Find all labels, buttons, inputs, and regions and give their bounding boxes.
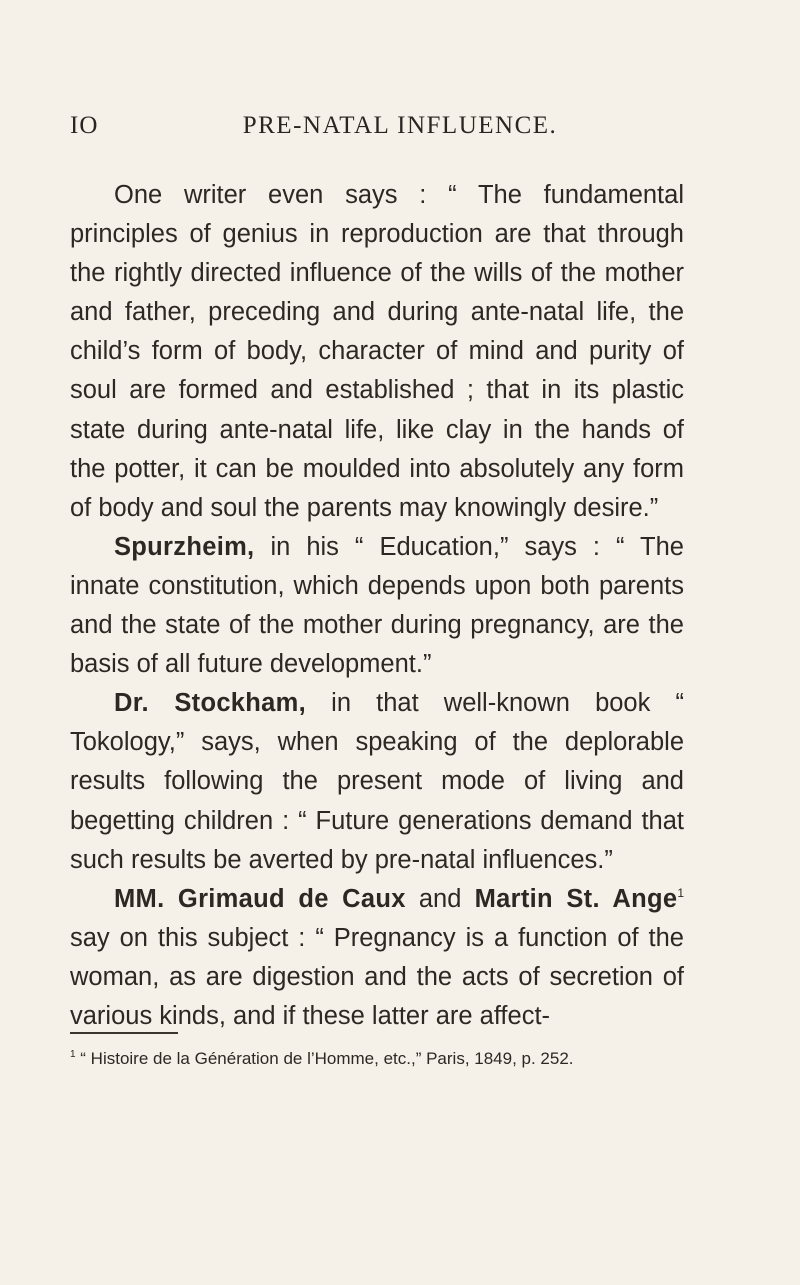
- paragraph-4: [70, 880, 684, 1036]
- author-spurzheim: Spurzheim,: [114, 532, 255, 561]
- footnote-rule: [70, 1032, 178, 1034]
- footnote: [70, 1048, 690, 1070]
- running-title: PRE-NATAL INFLUENCE.: [242, 112, 558, 139]
- paragraph-3-text: in that well-known book “ Tokology,” says, when speaking of the deplorable results following the present mode of living and begetting children : “ Future generations demand that such results be averted by pre-natal influences.”: [70, 689, 684, 874]
- footnote-marker: 1: [70, 1049, 76, 1060]
- footnote-text: “ Histoire de la Génération de l’Homme, etc.,” Paris, 1849, p. 252.: [75, 1049, 574, 1068]
- footnote-reference: 1: [677, 885, 684, 900]
- connector-and: and: [405, 884, 475, 913]
- paragraph-1: [70, 176, 684, 528]
- author-martin: Martin St. Ange: [474, 884, 678, 913]
- page-header: [70, 112, 690, 148]
- author-stockham: Dr. Stockham,: [114, 689, 307, 718]
- paragraph-3: [70, 684, 684, 879]
- paragraph-2-text: in his “ Education,” says : “ The innate constitution, which depends upon both parents and the state of the mother during pregnancy, are the basis of all future development.”: [70, 532, 684, 679]
- body-text: [70, 176, 684, 1036]
- page-number: IO: [70, 112, 99, 139]
- paragraph-1-text: One writer even says : “ The fundamental principles of genius in reproduction are that through the rightly directed influence of the wills of the mother and father, preceding and during ante-natal life, the child’s form of body, character of mind and purity of soul are formed and established ; that in its plastic state during ante-natal life, like clay in the hands of the potter, it can be moulded into absolutely any form of body and soul the parents may knowingly desire.”: [70, 181, 684, 522]
- author-grimaud: MM. Grimaud de Caux: [114, 884, 406, 913]
- paragraph-4-text: say on this subject : “ Pregnancy is a function of the woman, as are digestion and the acts of secretion of various kinds, and if these latter are affect-: [70, 923, 684, 1030]
- paragraph-2: [70, 528, 684, 684]
